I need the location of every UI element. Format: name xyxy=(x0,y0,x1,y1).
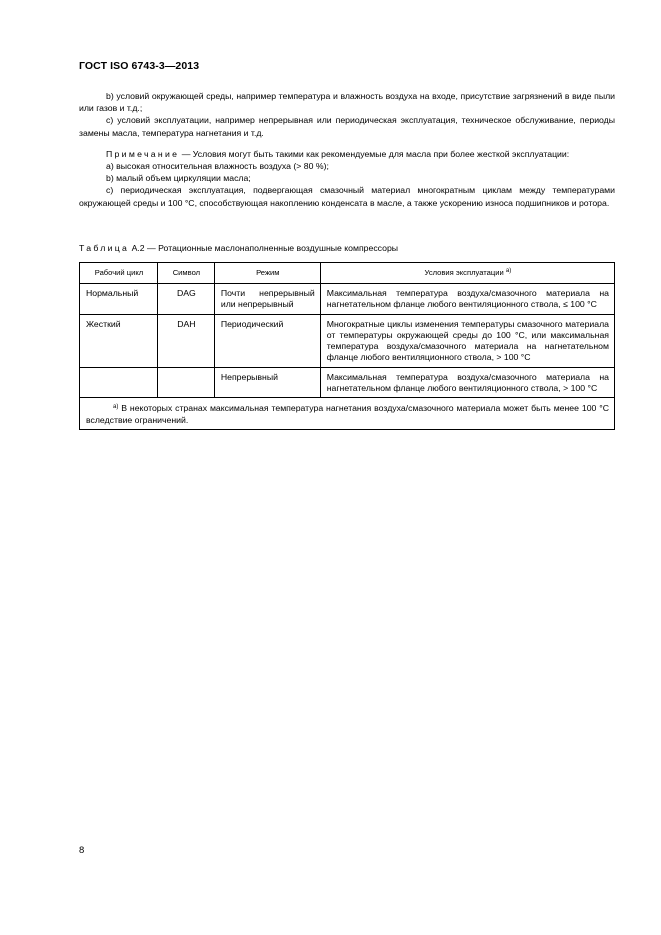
table-row xyxy=(80,367,615,398)
table-caption-text: А.2 — Ротационные маслонаполненные воздушные компрессоры xyxy=(129,243,399,253)
list-item-c: c) условий эксплуатации, например непрерывная или периодическая эксплуатация, техническое обслуживание, периоды замены масла, температура нагнетания и т.д. xyxy=(79,115,615,138)
footnote-text: В некоторых странах максимальная температура нагнетания воздуха/смазочного материала может быть менее 100 °C вследствие ограничений. xyxy=(86,403,609,426)
header-symbol: Символ xyxy=(157,263,214,284)
cell-symbol xyxy=(157,367,214,398)
cell-symbol: DAH xyxy=(157,314,214,367)
footnote-sup: a) xyxy=(113,404,119,411)
cell-conditions: Максимальная температура воздуха/смазочного материала на нагнетательном фланце любого вентиляционного ствола, ≤ 100 °C xyxy=(320,284,614,315)
header-mode: Режим xyxy=(214,263,320,284)
table-caption xyxy=(79,242,615,254)
header-conditions-text: Условия эксплуатации xyxy=(424,268,504,278)
cell-conditions: Многократные циклы изменения температуры смазочного материала от температуры окружающей среды до 100 °C, или максимальная температура воздуха/смазочного материала на нагнетательном фланце любого вентиляционного ствола, > 100 °C xyxy=(320,314,614,367)
cell-cycle: Жесткий xyxy=(80,314,158,367)
note-label: Примечание xyxy=(106,148,180,159)
cell-cycle: Нормальный xyxy=(80,284,158,315)
body-text xyxy=(79,90,615,209)
page-number: 8 xyxy=(79,845,85,856)
cell-mode: Почти непрерывный или непрерывный xyxy=(214,284,320,315)
list-item-b: b) условий окружающей среды, например температура и влажность воздуха на входе, присутствие загрязнений в виде пыли или газов и т.д.; xyxy=(79,91,615,114)
header-conditions xyxy=(320,263,614,284)
note-item-c: c) периодическая эксплуатация, подвергающая смазочный материал многократным циклам между температурами окружающей среды и 100 °C, способствующая накоплению конденсата в масле, а также ускорению износа подшипников и ротора. xyxy=(79,185,615,208)
note-text: — Условия могут быть такими как рекомендуемые для масла при более жесткой эксплуатации: xyxy=(179,148,570,159)
table-row xyxy=(80,284,615,315)
cell-mode: Периодический xyxy=(214,314,320,367)
cell-mode: Непрерывный xyxy=(214,367,320,398)
cell-symbol: DAG xyxy=(157,284,214,315)
document-header: ГОСТ ISO 6743-3—2013 xyxy=(79,60,200,72)
table-footnote xyxy=(80,398,615,430)
note-item-b: b) малый объем циркуляции масла; xyxy=(106,173,251,184)
header-cycle: Рабочий цикл xyxy=(80,263,158,284)
cell-conditions: Максимальная температура воздуха/смазочного материала на нагнетательном фланце любого вентиляционного ствола, > 100 °C xyxy=(320,367,614,398)
table-header-row xyxy=(80,263,615,284)
table-footnote-row xyxy=(80,398,615,430)
table-row xyxy=(80,314,615,367)
note-item-a: a) высокая относительная влажность воздуха (> 80 %); xyxy=(106,161,329,172)
header-conditions-sup: a) xyxy=(505,268,512,275)
cell-cycle xyxy=(80,367,158,398)
table-caption-label: Таблица xyxy=(79,243,130,253)
note-paragraph xyxy=(79,148,615,160)
compressor-table xyxy=(79,262,615,430)
